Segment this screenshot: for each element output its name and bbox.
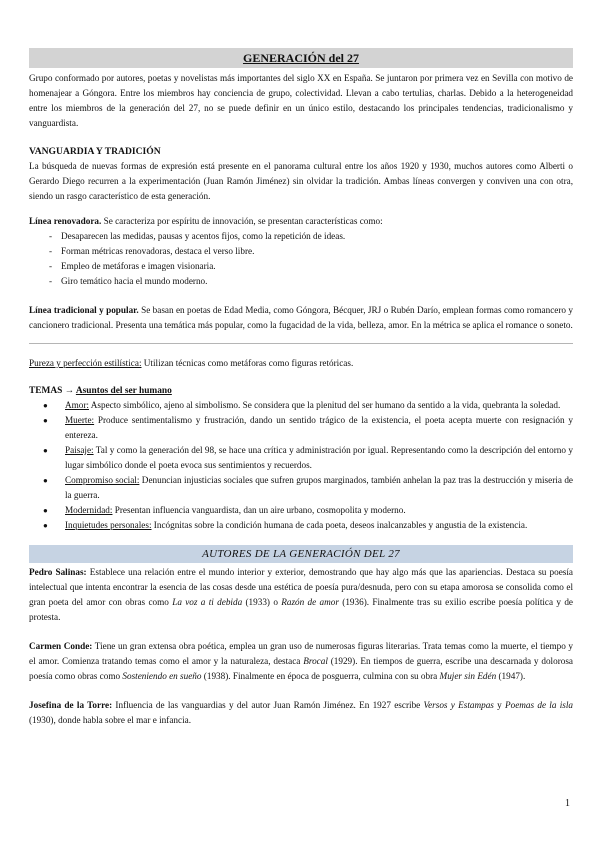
renovadora-text: Se caracteriza por espíritu de innovación, se presentan características como: [101,216,383,226]
divider [29,343,573,344]
temas-list [29,398,573,533]
list-item [43,413,573,443]
temas-label: TEMAS [29,386,63,396]
work-title: Poemas de la isla [505,700,573,710]
author-salinas [29,565,573,625]
author-text: Influencia de las vanguardias y del autor Juan Ramón Jiménez. En 1927 escribe [112,700,424,710]
title-bar [29,48,573,68]
list-item: - Forman métricas renovadoras, destaca el verso libre. [49,244,573,259]
arrow-icon: → [62,386,76,396]
author-text: (1930), donde habla sobre el mar e infancia. [29,715,191,725]
author-torre [29,698,573,728]
document-page [29,48,573,728]
author-conde [29,639,573,684]
tradicional-paragraph [29,303,573,333]
vanguardia-paragraph: La búsqueda de nuevas formas de expresión está presente en el panorama cultural entre los años 1920 y 1930, muchos autores como Alberti o Gerardo Diego recurren a la experimentación (Juan Ramón Jiménez) sin olvidar la tradición. Ambas líneas convergen y conviven una con otra, siendo un rasgo característico de esta generación. [29,161,573,201]
pureza-paragraph [29,356,573,371]
work-title: Sosteniendo en sueño [122,671,202,681]
author-text: (1947). [496,671,526,681]
pureza-text: Utilizan técnicas como metáforas como figuras retóricas. [141,358,354,368]
pureza-label: Pureza y perfección estilística: [29,358,142,368]
renovadora-list [29,229,573,289]
list-item [43,518,573,533]
tema-text: Produce sentimentalismo y frustración, dando un sentido trágico de la existencia, el poeta acepta muerte con resignación y entereza. [65,415,573,440]
work-title: Razón de amor [281,597,339,607]
tradicional-text: Se basan en poetas de Edad Media, como Góngora, Bécquer, JRJ o Rubén Darío, emplean formas como romancero y cancionero tradicional. Presenta una temática más popular, como la fugacidad de la vida, belleza, amor. En la métrica se aplica el romance o soneto. [29,305,574,330]
tema-label: Compromiso social: [65,475,140,485]
renovadora-paragraph [29,214,573,229]
temas-heading [29,384,573,398]
list-item: - Desaparecen las medidas, pausas y acentos fijos, como la repetición de ideas. [49,229,573,244]
temas-sub: Asuntos del ser humano [75,386,172,396]
tema-label: Amor: [65,400,89,410]
author-text: (1936). Finalmente tras su exilio escribe poesía política y de protesta. [29,597,574,622]
tradicional-label: Línea tradicional y popular. [29,305,139,315]
tema-text: Incógnitas sobre la condición humana de cada poeta, deseos inalcanzables y angustia de la existencia. [151,520,528,530]
author-text: (1938). Finalmente en época de posguerra, culmina con su obra [201,671,440,681]
tema-text: Presentan influencia vanguardista, dan un aire urbano, cosmopolita y moderno. [112,505,406,515]
vanguardia-heading: VANGUARDIA Y TRADICIÓN [29,146,161,157]
page-title: GENERACIÓN del 27 [242,51,359,65]
authors-section-title: AUTORES DE LA GENERACIÓN DEL 27 [29,545,573,563]
tema-label: Inquietudes personales: [65,520,152,530]
list-item: - Giro temático hacia el mundo moderno. [49,274,573,289]
list-item [43,398,573,413]
work-title: Mujer sin Edén [439,671,497,681]
tema-label: Modernidad: [65,505,113,515]
tema-label: Paisaje: [65,445,94,455]
author-text: y [493,700,505,710]
tema-text: Aspecto simbólico, ajeno al simbolismo. Se considera que la plenitud del ser humano da sentido a la vida, quebranta la soledad. [89,400,561,410]
author-name: Pedro Salinas: [29,567,87,577]
tema-label: Muerte: [65,415,95,425]
author-text: (1929). En tiempos de guerra, escribe una descarnada y dolorosa poesía como obras como [29,656,573,681]
list-item [43,473,573,503]
renovadora-label: Línea renovadora. [29,216,102,226]
list-item [43,443,573,473]
list-item: - Empleo de metáforas e imagen visionaria. [49,259,573,274]
work-title: Brocal [303,656,328,666]
author-text: Tiene un gran extensa obra poética, emplea un gran uso de numerosas figuras literarias. Trata temas como la muerte, el tiempo y el amor. Comienza tratando temas como el amor y la naturaleza, destaca [29,641,573,666]
tema-text: Tal y como la generación del 98, se hace una crítica y administración por igual. Representando como la descripción del entorno y lugar simbólico donde el poeta evoca sus sentimientos y recuerdos. [65,445,573,470]
author-text: Establece una relación entre el mundo interior y exterior, demostrando que hay algo más que las apariencias. Destaca su poesía intelectual que intenta encontrar la esencia de las cosas desde una estética de poesía pura/desnuda, pero con su etapa amorosa se consolida como el gran poeta del amor con obras como [29,567,573,607]
list-item [43,503,573,518]
intro-paragraph: Grupo conformado por autores, poetas y novelistas más importantes del siglo XX en España. Se juntaron por primera vez en Sevilla con motivo de homenajear a Góngora. Entre los miembros hay conciencia de grupo, colectividad. Llevan a cabo tertulias, charlas. Debido a la heterogeneidad entre los miembros de la generación del 27, no se puede definir en un único estilo, destacando los principales tendencias, tradicionalismo y vanguardista. [29,73,573,128]
author-name: Josefina de la Torre: [29,700,113,710]
page-number: 1 [565,798,570,809]
work-title: Versos y Estampas [423,700,494,710]
author-name: Carmen Conde: [29,641,93,651]
work-title: La voz a ti debida [172,597,243,607]
author-text: (1933) o [242,597,282,607]
tema-text: Denuncian injusticias sociales que sufren grupos marginados, también anhelan la paz tras la destrucción y miseria de la guerra. [65,475,573,500]
